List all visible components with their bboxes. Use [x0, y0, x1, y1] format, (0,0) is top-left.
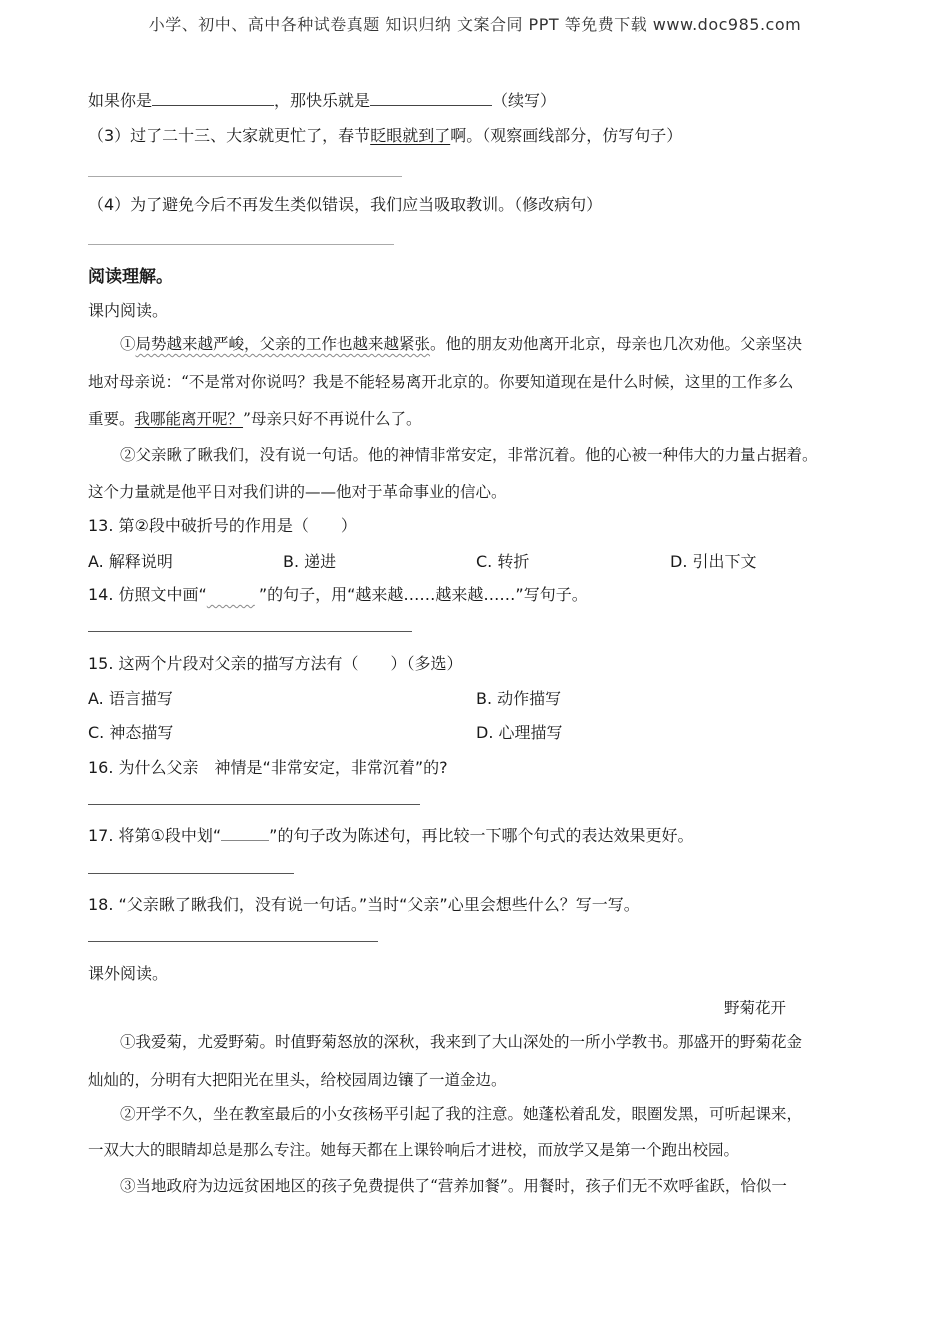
outclass-p3-line1: ③当地政府为边远贫困地区的孩子免费提供了“营养加餐”。用餐时，孩子们无不欢呼雀跃，恰似一: [120, 1177, 787, 1195]
question-16: 16. 为什么父亲 神情是“非常安定，非常沉着”的?: [88, 758, 448, 777]
answer-blank-2[interactable]: [370, 91, 492, 106]
outclass-p1-line1: ①我爱菊，尤爱野菊。时值野菊怒放的深秋，我来到了大山深处的一所小学教书。那盛开的野菊花金: [120, 1033, 803, 1051]
question-14: [88, 582, 588, 605]
q3-answer-line[interactable]: [88, 176, 402, 177]
question-15: 15. 这两个片段对父亲的描写方法有（ ）（多选）: [88, 654, 463, 673]
p1-rest: 。他的朋友劝他离开北京，母亲也几次劝他。父亲坚决: [430, 335, 803, 353]
cont-suffix: （续写）: [492, 91, 557, 110]
q15-option-b[interactable]: B. 动作描写: [476, 689, 562, 708]
passage1-line1: [120, 332, 802, 354]
p1-l3-a: 重要。: [88, 410, 135, 428]
q13-option-a[interactable]: A. 解释说明: [88, 552, 173, 571]
passage1-line2: 地对母亲说：“不是常对你说吗？我是不能轻易离开北京的。你要知道现在是什么时候，这里的工作多么: [88, 373, 794, 391]
q17-underline-marker: [221, 828, 269, 841]
page-header: 小学、初中、高中各种试卷真题 知识归纳 文案合同 PPT 等免费下载 www.doc985.com: [148, 15, 802, 34]
answer-blank-1[interactable]: [152, 91, 274, 106]
q15-option-d[interactable]: D. 心理描写: [476, 723, 563, 742]
question-13: 13. 第②段中破折号的作用是（ ）: [88, 516, 357, 535]
q14-wavy-marker: [207, 582, 259, 605]
q17-text-a: 17. 将第①段中划“: [88, 826, 222, 845]
q14-text-b: ”的句子，用“越来越……越来越……”写句子。: [258, 585, 588, 604]
q14-text-a: 14. 仿照文中画“: [88, 585, 207, 604]
p1-wavy-sentence: 局势越来越严峻，父亲的工作也越来越紧张: [135, 335, 431, 353]
q15-option-a[interactable]: A. 语言描写: [88, 689, 173, 708]
q17-answer-line[interactable]: [88, 873, 294, 874]
question-18: 18. “父亲瞅了瞅我们，没有说一句话。”当时“父亲”心里会想些什么？写一写。: [88, 895, 640, 914]
q18-answer-line[interactable]: [88, 941, 378, 942]
q16-answer-line[interactable]: [88, 804, 420, 805]
passage-title: 野菊花开: [724, 999, 787, 1017]
q13-option-b[interactable]: B. 递进: [283, 552, 337, 571]
q15-option-c[interactable]: C. 神态描写: [88, 723, 174, 742]
q17-text-b: ”的句子改为陈述句，再比较一下哪个句式的表达效果更好。: [269, 826, 694, 845]
outclass-p2-line1: ②开学不久，坐在教室最后的小女孩杨平引起了我的注意。她蓬松着乱发，眼圈发黑，可听起课来，: [120, 1105, 803, 1123]
cont-prefix: 如果你是: [88, 91, 153, 110]
q4-answer-line[interactable]: [88, 244, 394, 245]
p1-number: ①: [120, 335, 136, 353]
q13-option-d[interactable]: D. 引出下文: [670, 552, 757, 571]
question-4: （4）为了避免今后不再发生类似错误，我们应当吸取教训。（修改病句）: [88, 195, 603, 214]
passage1-line3: [88, 407, 421, 429]
question-3: [88, 123, 682, 146]
q14-answer-line[interactable]: [88, 631, 412, 632]
p1-underlined-question: 我哪能离开呢？: [134, 410, 244, 428]
q3-text-b: 啊。（观察画线部分，仿写句子）: [450, 126, 683, 145]
continuation-line: [88, 88, 556, 111]
p1-l3-b: ”母亲只好不再说什么了。: [243, 410, 422, 428]
outclass-p1-line2: 灿灿的，分明有大把阳光在里头，给校园周边镶了一道金边。: [88, 1071, 507, 1089]
q3-text-a: （3）过了二十三、大家就更忙了，春节: [88, 126, 371, 145]
q13-option-c[interactable]: C. 转折: [476, 552, 530, 571]
section-title: 阅读理解。: [88, 267, 173, 287]
question-17: [88, 823, 693, 846]
passage2-line2: 这个力量就是他平日对我们讲的——他对于革命事业的信心。: [88, 483, 507, 501]
q3-underlined-phrase: 眨眼就到了: [370, 126, 451, 145]
outclass-p2-line2: 一双大大的眼睛却总是那么专注。她每天都在上课铃响后才进校，而放学又是第一个跑出校园。: [88, 1141, 740, 1159]
cont-mid: ，那快乐就是: [274, 91, 371, 110]
inclass-label: 课内阅读。: [88, 301, 169, 320]
passage2-line1: ②父亲瞅了瞅我们，没有说一句话。他的神情非常安定，非常沉着。他的心被一种伟大的力量占据着。: [120, 446, 818, 464]
outclass-label: 课外阅读。: [88, 964, 169, 983]
